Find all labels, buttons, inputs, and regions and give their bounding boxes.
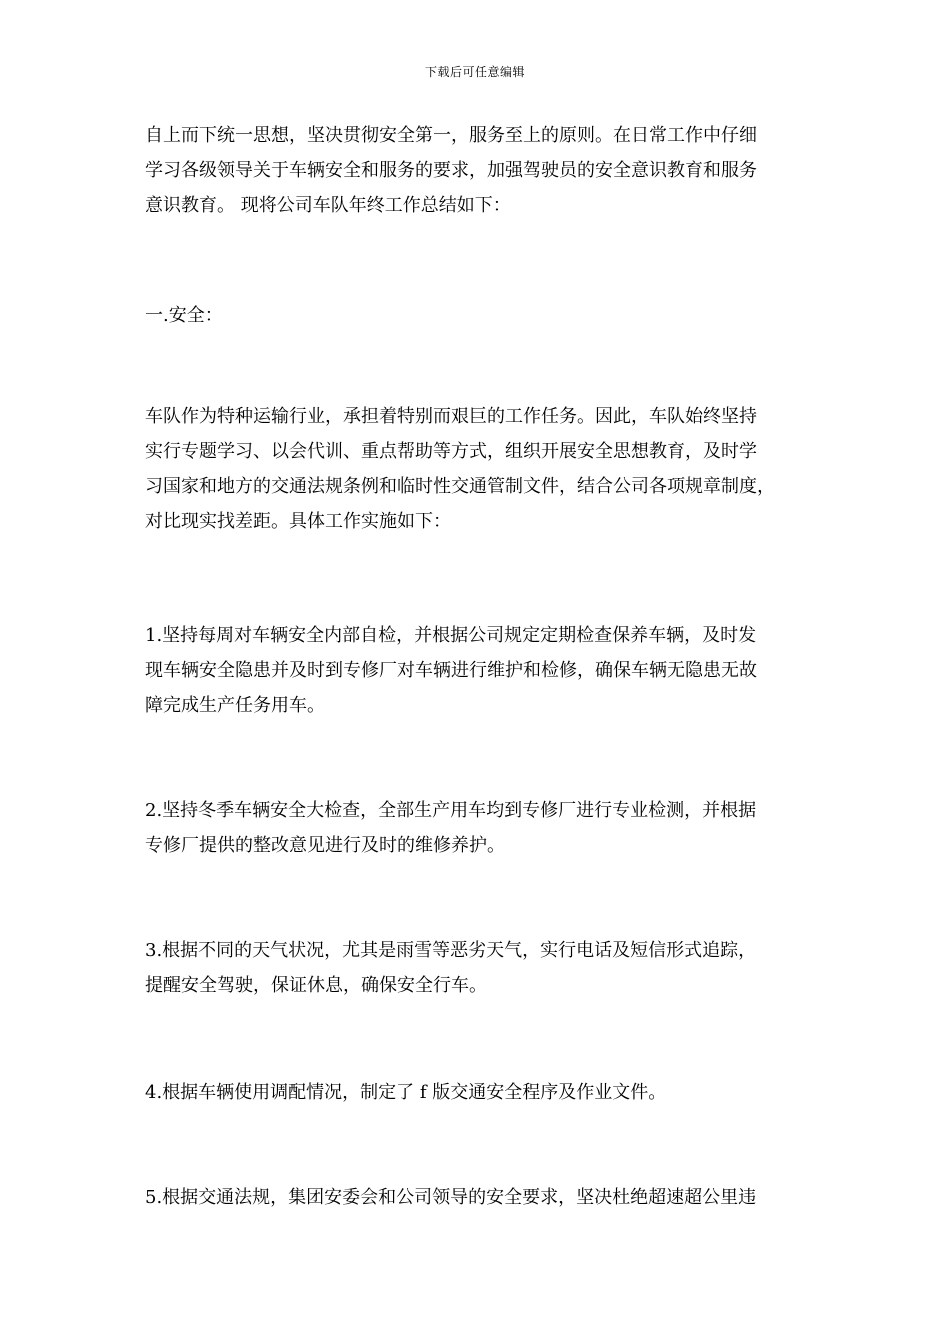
text-line: 提醒安全驾驶，保证休息，确保安全行车。	[145, 975, 487, 996]
text-line: 现车辆安全隐患并及时到专修厂对车辆进行维护和检修，确保车辆无隐患无故	[145, 660, 757, 681]
text-line: 障完成生产任务用车。	[145, 695, 325, 716]
text-line: 对比现实找差距。具体工作实施如下：	[145, 511, 451, 532]
text-line: 车队作为特种运输行业，承担着特别而艰巨的工作任务。因此，车队始终坚持	[145, 406, 757, 427]
text-line: 4.根据车辆使用调配情况，制定了 f 版交通安全程序及作业文件。	[145, 1082, 667, 1103]
list-item-3	[145, 933, 813, 1003]
page-header: 下载后可任意编辑	[424, 65, 525, 79]
text-line: 1.坚持每周对车辆安全内部自检，并根据公司规定定期检查保养车辆，及时发	[145, 625, 757, 646]
text-line: 5.根据交通法规，集团安委会和公司领导的安全要求，坚决杜绝超速超公里违	[145, 1187, 757, 1208]
text-line: 实行专题学习、以会代训、重点帮助等方式，组织开展安全思想教育，及时学	[145, 441, 757, 462]
paragraph-safety-overview	[145, 399, 813, 539]
text-line: 习国家和地方的交通法规条例和临时性交通管制文件，结合公司各项规章制度，	[145, 476, 775, 497]
list-item-1	[145, 618, 813, 723]
text-line: 意识教育。 现将公司车队年终工作总结如下：	[145, 195, 511, 216]
list-item-2	[145, 793, 813, 863]
paragraph-intro	[145, 118, 813, 223]
list-item-4	[145, 1075, 813, 1110]
text-line: 自上而下统一思想，坚决贯彻安全第一，服务至上的原则。在日常工作中仔细	[145, 125, 757, 146]
text-line: 2.坚持冬季车辆安全大检查，全部生产用车均到专修厂进行专业检测，并根据	[145, 800, 757, 821]
section-heading-safety	[145, 298, 813, 333]
text-line: 学习各级领导关于车辆安全和服务的要求，加强驾驶员的安全意识教育和服务	[145, 160, 757, 181]
list-item-5	[145, 1180, 813, 1215]
text-line: 专修厂提供的整改意见进行及时的维修养护。	[145, 835, 505, 856]
text-line: 一.安全：	[145, 305, 223, 326]
text-line: 3.根据不同的天气状况，尤其是雨雪等恶劣天气，实行电话及短信形式追踪，	[145, 940, 757, 961]
